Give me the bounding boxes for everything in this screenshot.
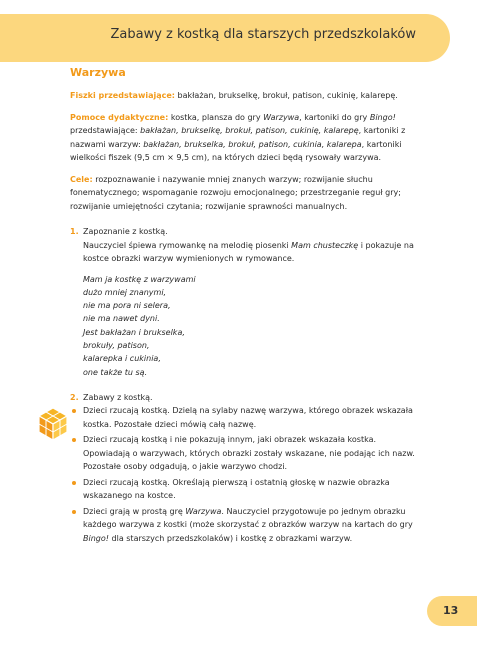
pomoce-text-1: kostka, plansza do gry — [168, 112, 264, 122]
pomoce-italic-4: bakłażan, brukselka, brokuł, patison, cukinia, kalarepa — [143, 139, 362, 149]
pomoce-text-2: , kartoniki do gry — [299, 112, 370, 122]
item-title: Zabawy z kostką. — [83, 392, 153, 402]
pomoce-text-5: , kartoniki wielkości fiszek (9,5 cm × 9,5 cm), na których dzieci będą rysowały warzywa. — [70, 139, 402, 162]
activity-item-2 — [70, 391, 422, 405]
pomoce-paragraph — [70, 111, 422, 165]
dice-cube-icon — [38, 407, 68, 441]
fiszki-paragraph — [70, 89, 422, 103]
section-title: Warzywa — [70, 66, 126, 79]
header-title: Zabawy z kostką dla starszych przedszkolaków — [110, 27, 416, 42]
bullet-icon — [72, 510, 76, 514]
item-number: 2. — [70, 392, 79, 402]
bullet-icon — [72, 409, 76, 413]
poem-line: nie ma nawet dyni. — [83, 314, 160, 324]
poem-line: Mam ja kostkę z warzywami — [83, 274, 196, 284]
fiszki-text: bakłażan, brukselkę, brokuł, patison, cukinię, kalarepę. — [174, 91, 398, 100]
list-item-text: Dzieci rzucają kostką i nie pokazują innym, jaki obrazek wskazała kostka. Opowiadają o warzywach, których obrazki zostały wskazane, nie podając ich nazw. Pozostałe osoby odgadują, o jakie warzywo chodzi. — [83, 435, 415, 472]
poem-line: one także tu są. — [83, 367, 148, 377]
cele-paragraph — [70, 173, 422, 214]
cele-label: Cele: — [70, 174, 93, 184]
poem-line: dużo mniej znanymi, — [83, 287, 167, 297]
pomoce-italic-1: Warzywa — [263, 112, 300, 122]
song-title: Mam chusteczkę — [291, 240, 359, 250]
poem-line: nie ma pora ni selera, — [83, 301, 171, 311]
pomoce-label: Pomoce dydaktyczne: — [70, 112, 169, 122]
bullet-icon — [72, 481, 76, 485]
list-item-text-c: dla starszych przedszkolaków) i kostkę z obrazkami warzyw. — [108, 533, 353, 543]
item-title: Zapoznanie z kostką. — [83, 227, 168, 236]
poem-line: Jest bakłażan i brukselka, — [83, 327, 185, 337]
list-item-text: Dzieci rzucają kostką. Dzielą na sylaby nazwę warzywa, którego obrazek wskazała kostka. Pozostałe dzieci mówią całą nazwę. — [83, 406, 413, 429]
item-desc-text-1: Nauczyciel śpiewa rymowankę na melodię piosenki — [83, 240, 292, 250]
list-item — [70, 404, 422, 431]
pomoce-italic-3: bakłażan, brukselkę, brokuł, patison, cukinię, kalarepę — [140, 126, 359, 135]
cele-text: rozpoznawanie i nazywanie mniej znanych warzyw; rozwijanie słuchu fonematycznego; wspomaganie rozwoju emocjonalnego; przestrzeganie reguł gry; rozwijanie umiejętności czytania; rozwijanie sprawności manualnych. — [70, 174, 401, 211]
poem-line: kalarepka i cukinia, — [83, 354, 161, 364]
bullet-icon — [72, 438, 76, 442]
item-desc-text-2: i pokazuje na kostce obrazki warzyw wymienionych w rymowance. — [83, 240, 414, 263]
header-bar — [0, 14, 450, 62]
main-content — [70, 66, 422, 547]
list-item-text: Dzieci rzucają kostką. Określają pierwszą i ostatnią głoskę w nazwie obrazka wskazanego na kostce. — [83, 477, 390, 501]
activity-list — [70, 404, 422, 545]
game-name-bingo: Bingo! — [83, 533, 109, 543]
pomoce-text-4: , kartoniki z nazwami warzyw: — [70, 126, 406, 149]
list-item-text-a: Dzieci grają w prostą grę — [83, 506, 186, 516]
page-number: 13 — [443, 604, 459, 617]
item-description — [83, 239, 422, 266]
poem — [70, 273, 422, 379]
fiszki-label: Fiszki przedstawiające: — [70, 91, 175, 100]
pomoce-italic-2: Bingo! — [369, 112, 396, 122]
activity-item-1 — [70, 225, 422, 266]
list-item — [70, 476, 422, 503]
list-item — [70, 505, 422, 546]
game-name: Warzywa — [185, 506, 222, 516]
pomoce-text-3: przedstawiające: — [70, 126, 141, 135]
page-number-tab — [427, 596, 477, 626]
item-number: 1. — [70, 227, 79, 236]
list-item-text-b: . Nauczyciel przygotowuje po jednym obrazku każdego warzywa z kostki (może skorzystać z obrazków warzyw na kartach do gry — [83, 506, 413, 530]
poem-line: brokuły, patison, — [83, 340, 150, 350]
list-item — [70, 433, 422, 474]
